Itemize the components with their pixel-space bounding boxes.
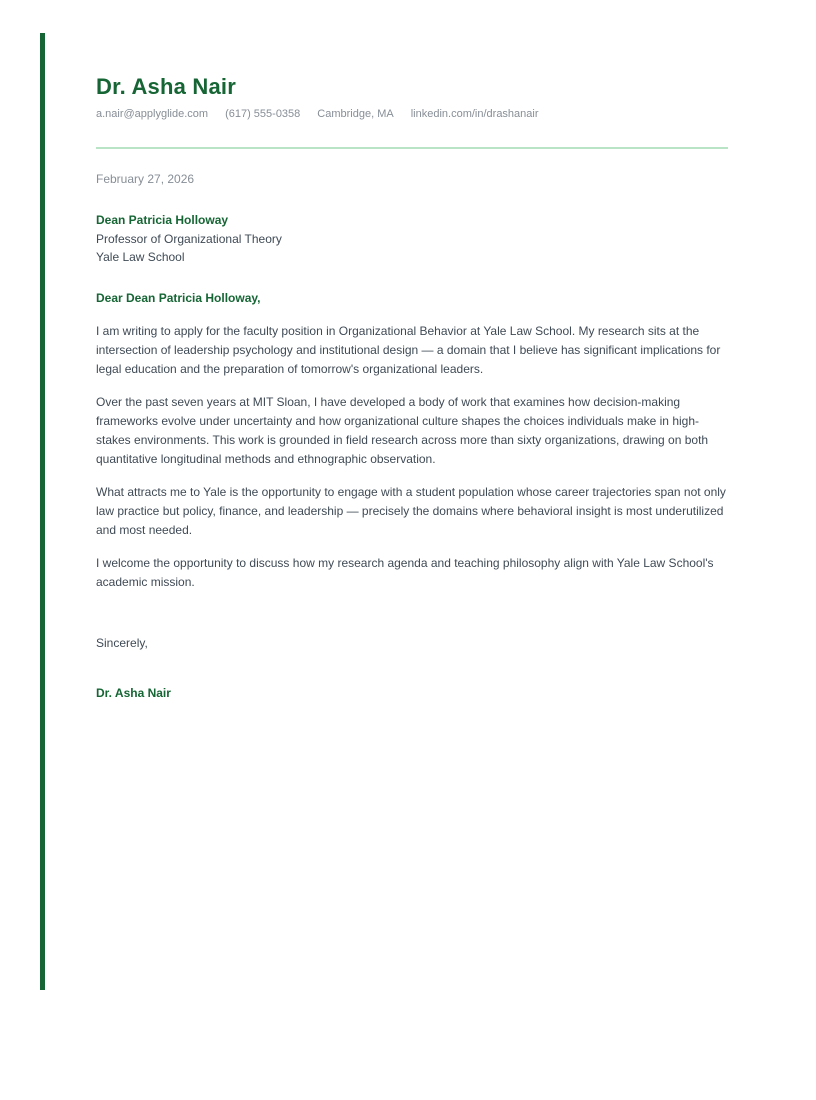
contact-email: a.nair@applyglide.com [96, 108, 209, 120]
letter-date: February 27, 2026 [96, 172, 195, 186]
closing-line: Sincerely, [96, 635, 148, 650]
contact-info-row [96, 108, 728, 120]
salutation: Dear Dean Patricia Holloway, [96, 290, 261, 305]
recipient-title: Professor of Organizational Theory [96, 231, 282, 246]
recipient-block [96, 211, 728, 267]
body-paragraph-1: I am writing to apply for the faculty position in Organizational Behavior at Yale Law School. My research sits at the intersection of leadership psychology and institutional design — a domain that I believe has significant implications for legal education and the preparation of tomorrow's organizational leaders. [96, 323, 721, 376]
body-paragraph-3: What attracts me to Yale is the opportunity to engage with a student population whose career trajectories span not only law practice but policy, finance, and leadership — precisely the domains where behavioral insight is most underutilized and most needed. [96, 484, 726, 537]
signature-name: Dr. Asha Nair [96, 685, 171, 700]
recipient-organization: Yale Law School [96, 250, 185, 264]
body-paragraph-4: I welcome the opportunity to discuss how my research agenda and teaching philosophy align with Yale Law School's academic mission. [96, 555, 714, 589]
contact-location: Cambridge, MA [317, 108, 394, 120]
left-accent-bar [40, 33, 45, 990]
page-title: Dr. Asha Nair [96, 74, 236, 99]
body-paragraph-2: Over the past seven years at MIT Sloan, I have developed a body of work that examines how decision-making frameworks evolve under uncertainty and how organizational culture shapes the choices individuals make in high-stakes environments. This work is grounded in field research across more than sixty organizations, drawing on both quantitative longitudinal methods and ethnographic observation. [96, 394, 709, 466]
recipient-name: Dean Patricia Holloway [96, 213, 229, 227]
letter-content [96, 0, 728, 700]
header-divider [96, 147, 728, 149]
contact-phone: (617) 555-0358 [225, 108, 301, 120]
contact-linkedin: linkedin.com/in/drashanair [410, 108, 539, 120]
